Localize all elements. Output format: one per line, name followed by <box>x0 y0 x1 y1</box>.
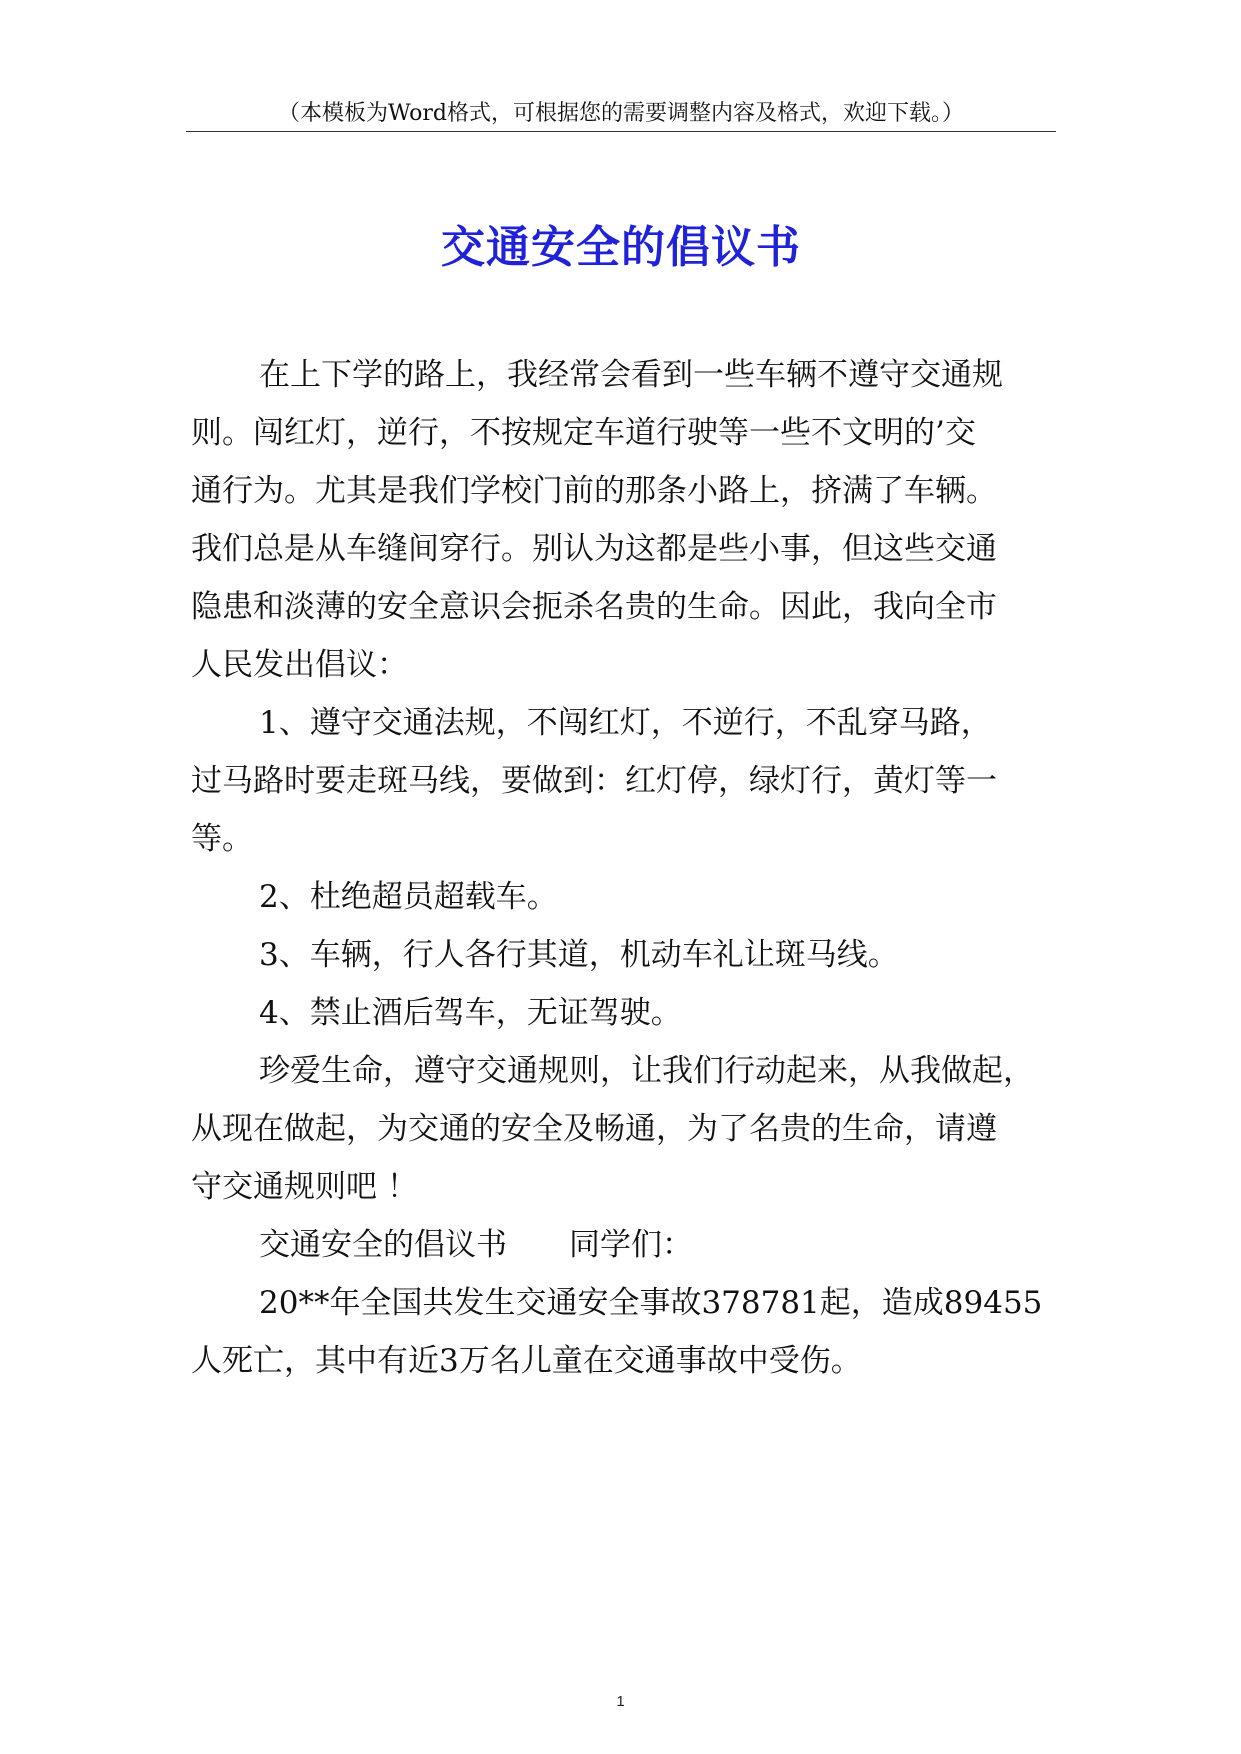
body-line: 隐患和淡薄的安全意识会扼杀名贵的生命。因此，我向全市 <box>191 589 997 625</box>
header-rule <box>186 131 1056 132</box>
body-line: 4、禁止酒后驾车，无证驾驶。 <box>259 995 682 1031</box>
body-line: 2、杜绝超员超载车。 <box>259 879 558 915</box>
page-number: 1 <box>616 1693 625 1710</box>
body-line: 在上下学的路上，我经常会看到一些车辆不遵守交通规 <box>259 357 1003 393</box>
body-line: 1、遵守交通法规，不闯红灯，不逆行，不乱穿马路， <box>259 705 992 741</box>
body-line: 珍爱生命，遵守交通规则，让我们行动起来，从我做起， <box>259 1053 1034 1089</box>
header-note: （本模板为Word格式，可根据您的需要调整内容及格式，欢迎下载。） <box>278 101 964 126</box>
body-line: 则。闯红灯，逆行，不按规定车道行驶等一些不文明的’交 <box>191 415 976 451</box>
body-line: 过马路时要走斑马线，要做到：红灯停，绿灯行，黄灯等一 <box>191 763 997 799</box>
body-line: 人民发出倡议： <box>191 647 408 683</box>
body-line: 从现在做起，为交通的安全及畅通，为了名贵的生命，请遵 <box>191 1111 997 1147</box>
body-line: 我们总是从车缝间穿行。别认为这都是些小事，但这些交通 <box>191 531 997 567</box>
body-line: 守交通规则吧 ！ <box>191 1169 418 1205</box>
document-title: 交通安全的倡议书 <box>441 222 801 273</box>
body-line: 3、车辆，行人各行其道，机动车礼让斑马线。 <box>259 937 899 973</box>
body-line: 20**年全国共发生交通安全事故378781起，造成89455 <box>259 1285 1043 1321</box>
body-line: 交通安全的倡议书 同学们： <box>259 1227 693 1263</box>
body-line: 人死亡，其中有近3万名儿童在交通事故中受伤。 <box>191 1343 862 1379</box>
body-line: 等。 <box>191 821 253 857</box>
body-line: 通行为。尤其是我们学校门前的那条小路上，挤满了车辆。 <box>191 473 997 509</box>
